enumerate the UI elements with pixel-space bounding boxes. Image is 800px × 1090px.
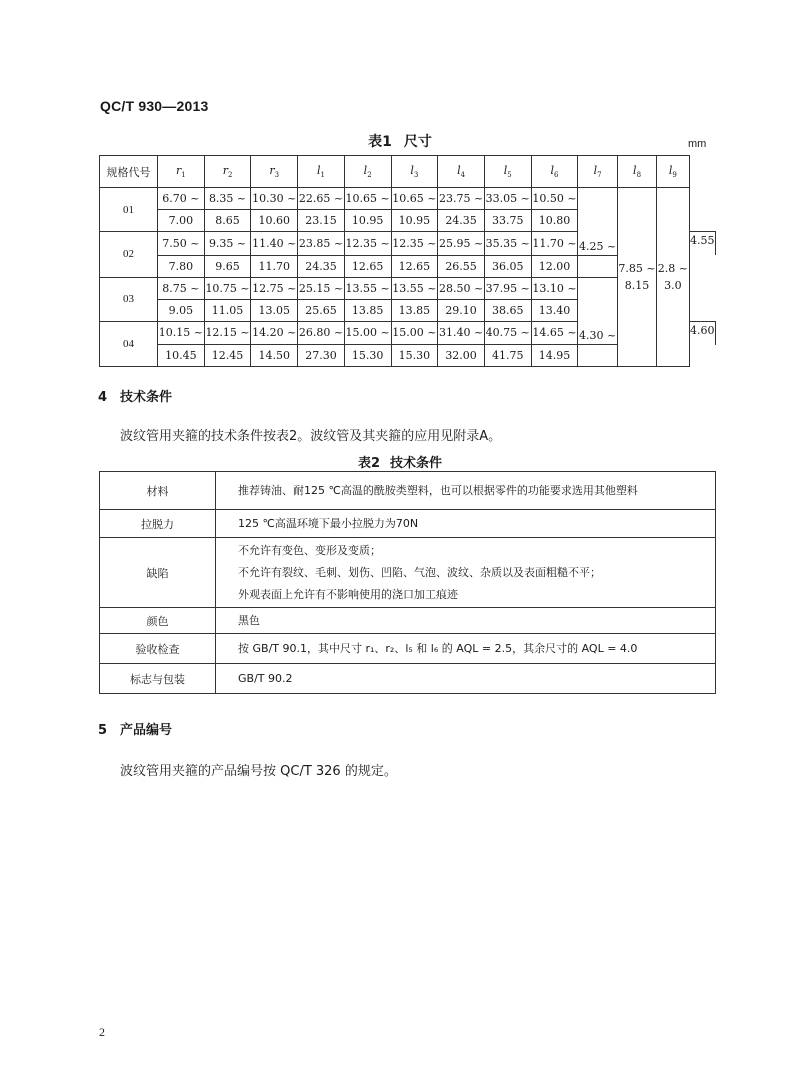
table2-label-cell: 颜色 — [100, 608, 216, 634]
l7-blank-cell — [578, 277, 617, 299]
column-symbol: r — [222, 163, 228, 177]
table2-content-line: GB/T 90.2 — [238, 671, 293, 685]
dimension-cell: 24.35 — [298, 255, 345, 277]
dimension-cell: 11.40 ~ — [251, 232, 298, 256]
section4-heading — [98, 386, 172, 405]
column-symbol: r — [175, 163, 182, 177]
dimension-cell: 8.35 ~ — [204, 188, 251, 210]
section5-heading — [98, 719, 172, 738]
dimension-cell: 10.65 ~ — [344, 188, 391, 210]
table1-header-col — [391, 156, 438, 188]
l9-value: 3.0 — [664, 279, 682, 292]
dimension-cell: 11.05 — [204, 299, 251, 321]
dimension-cell: 12.75 ~ — [251, 277, 298, 299]
section5-number: 5 — [98, 723, 108, 738]
dimension-cell: 32.00 — [438, 345, 485, 367]
dimension-cell: 13.40 — [531, 299, 578, 321]
column-subscript: 1 — [320, 171, 325, 180]
table2-caption-label: 表2 — [357, 456, 381, 471]
dimension-cell: 7.00 — [158, 210, 205, 232]
spec-code-cell: 03 — [100, 277, 158, 321]
dimension-cell: 13.10 ~ — [531, 277, 578, 299]
table2-content-line: 125 ℃高温环境下最小拉脱力为70N — [238, 516, 419, 530]
table1-header-col — [158, 156, 205, 188]
dimension-cell: 6.70 ~ — [158, 188, 205, 210]
column-subscript: 3 — [274, 171, 280, 180]
dimension-cell: 9.65 — [204, 255, 251, 277]
dimension-cell: 10.95 — [344, 210, 391, 232]
dimension-cell: 27.30 — [298, 345, 345, 367]
dimension-cell: 23.85 ~ — [298, 232, 345, 256]
dimension-cell: 13.85 — [344, 299, 391, 321]
table2-row — [100, 664, 716, 694]
l8-cell — [617, 277, 656, 367]
column-subscript: 9 — [672, 171, 677, 180]
dimension-cell: 37.95 ~ — [484, 277, 531, 299]
l7-blank-cell — [578, 255, 617, 277]
dimension-cell: 10.75 ~ — [204, 277, 251, 299]
dimension-cell: 36.05 — [484, 255, 531, 277]
l7-cell: 4.55 — [689, 232, 715, 256]
table1-row — [100, 277, 716, 299]
l8-cell — [617, 188, 656, 278]
dimension-cell: 41.75 — [484, 345, 531, 367]
table2-content-line: 不允许有变色、变形及变质； — [238, 543, 381, 557]
dimension-cell: 10.50 ~ — [531, 188, 578, 210]
dimension-cell: 28.50 ~ — [438, 277, 485, 299]
dimension-cell: 12.15 ~ — [204, 321, 251, 345]
table1-header-col — [484, 156, 531, 188]
dimension-cell: 25.65 — [298, 299, 345, 321]
table2-content-cell — [216, 510, 716, 538]
table2-label-cell: 标志与包装 — [100, 664, 216, 694]
table1-header-col — [657, 156, 689, 188]
dimension-cell: 12.35 ~ — [344, 232, 391, 256]
table2-row — [100, 538, 716, 608]
column-symbol: l — [593, 163, 598, 177]
technical-conditions-table — [99, 471, 716, 694]
dimension-cell: 15.30 — [391, 345, 438, 367]
dimension-cell: 12.65 — [344, 255, 391, 277]
dimension-cell: 12.35 ~ — [391, 232, 438, 256]
dimension-cell: 13.05 — [251, 299, 298, 321]
column-symbol: l — [668, 163, 673, 177]
dimension-cell: 10.30 ~ — [251, 188, 298, 210]
dimension-cell: 25.15 ~ — [298, 277, 345, 299]
dimension-cell: 7.80 — [158, 255, 205, 277]
column-symbol: l — [363, 163, 368, 177]
table2-row — [100, 472, 716, 510]
dimension-cell: 26.55 — [438, 255, 485, 277]
dimension-cell: 15.00 ~ — [391, 321, 438, 345]
dimension-cell: 15.00 ~ — [344, 321, 391, 345]
dimension-cell: 10.80 — [531, 210, 578, 232]
dimension-cell: 14.95 — [531, 345, 578, 367]
column-subscript: 2 — [367, 171, 372, 180]
table2-content-line: 黑色 — [238, 613, 260, 627]
table1-unit: mm — [688, 138, 707, 150]
column-subscript: 1 — [181, 171, 186, 180]
dimension-cell: 14.50 — [251, 345, 298, 367]
table1-caption — [0, 131, 800, 151]
dimension-cell: 13.55 ~ — [344, 277, 391, 299]
dimension-cell: 9.35 ~ — [204, 232, 251, 256]
column-subscript: 4 — [460, 171, 466, 180]
table1-header-col — [438, 156, 485, 188]
table1-header-code: 规格代号 — [100, 156, 158, 188]
table2-content-line: 推荐铸油、耐125 ℃高温的酰胺类塑料，也可以根据零件的功能要求选用其他塑料 — [238, 483, 638, 497]
table2-content-line: 不允许有裂纹、毛刺、划伤、凹陷、气泡、波纹、杂质以及表面粗糙不平； — [238, 565, 601, 579]
table1-caption-text: 尺寸 — [403, 134, 432, 150]
column-subscript: 2 — [227, 171, 233, 180]
dimension-cell: 10.65 ~ — [391, 188, 438, 210]
dimension-cell: 10.60 — [251, 210, 298, 232]
section5-paragraph: 波纹管用夹箍的产品编号按 QC/T 326 的规定。 — [120, 764, 397, 779]
column-symbol: l — [633, 163, 637, 177]
dimension-cell: 10.45 — [158, 345, 205, 367]
column-subscript: 5 — [507, 171, 512, 180]
section5-title: 产品编号 — [120, 723, 173, 738]
dimension-cell: 11.70 ~ — [531, 232, 578, 256]
dimension-cell: 40.75 ~ — [484, 321, 531, 345]
section4-number: 4 — [98, 390, 108, 405]
table2-content-cell — [216, 472, 716, 510]
l9-value: 2.8 ~ — [657, 262, 688, 275]
table2-row — [100, 608, 716, 634]
table2-caption — [0, 452, 800, 471]
dimension-cell: 11.70 — [251, 255, 298, 277]
column-subscript: 8 — [636, 171, 642, 180]
spec-code-cell: 02 — [100, 232, 158, 278]
dimension-cell: 13.85 — [391, 299, 438, 321]
dimension-cell: 38.65 — [484, 299, 531, 321]
section4-paragraph: 波纹管用夹箍的技术条件按表2。波纹管及其夹箍的应用见附录A。 — [120, 429, 502, 444]
table1-header-row — [100, 156, 716, 188]
dimension-cell: 15.30 — [344, 345, 391, 367]
dimension-cell: 35.35 ~ — [484, 232, 531, 256]
dimension-cell: 26.80 ~ — [298, 321, 345, 345]
table1-header-col — [344, 156, 391, 188]
table2-row — [100, 510, 716, 538]
table2-row — [100, 634, 716, 664]
dimension-cell: 12.00 — [531, 255, 578, 277]
dimension-cell: 13.55 ~ — [391, 277, 438, 299]
table1-header-col — [204, 156, 251, 188]
table2-content-cell — [216, 538, 716, 608]
table2-label-cell: 验收检查 — [100, 634, 216, 664]
table2-caption-text: 技术条件 — [390, 456, 443, 471]
dimension-cell: 25.95 ~ — [438, 232, 485, 256]
dimension-cell: 23.15 — [298, 210, 345, 232]
dimension-cell: 7.50 ~ — [158, 232, 205, 256]
dimension-cell: 31.40 ~ — [438, 321, 485, 345]
table2-content-line: 外观表面上允许有不影响使用的浇口加工痕迹 — [238, 587, 458, 601]
table1-caption-label: 表1 — [368, 134, 392, 150]
standard-code: QC/T 930—2013 — [100, 98, 209, 114]
dimension-cell: 33.75 — [484, 210, 531, 232]
table2-content-cell — [216, 634, 716, 664]
column-symbol: l — [457, 163, 461, 177]
dimension-cell: 12.45 — [204, 345, 251, 367]
l7-cell: 4.25 ~ — [578, 210, 617, 256]
dimension-cell: 22.65 ~ — [298, 188, 345, 210]
dimension-cell: 9.05 — [158, 299, 205, 321]
l7-cell: 4.30 ~ — [578, 299, 617, 345]
column-subscript: 3 — [413, 171, 419, 180]
column-subscript: 6 — [554, 171, 559, 180]
table2-label-cell: 拉脱力 — [100, 510, 216, 538]
column-subscript: 7 — [597, 171, 602, 180]
page-number: 2 — [99, 1025, 105, 1039]
table1-header-col — [617, 156, 656, 188]
l7-blank-cell — [578, 188, 617, 210]
dimension-cell: 8.65 — [204, 210, 251, 232]
table2-content-line: 按 GB/T 90.1，其中尺寸 r₁、r₂、l₅ 和 l₆ 的 AQL = 2.5，其余尺寸的 AQL = 4.0 — [238, 641, 638, 655]
dimension-cell: 12.65 — [391, 255, 438, 277]
dimension-cell: 24.35 — [438, 210, 485, 232]
dimension-cell: 14.65 ~ — [531, 321, 578, 345]
table2-label-cell: 缺陷 — [100, 538, 216, 608]
table1-header-col — [298, 156, 345, 188]
column-symbol: l — [550, 163, 554, 177]
spec-code-cell: 01 — [100, 188, 158, 232]
dimension-cell: 33.05 ~ — [484, 188, 531, 210]
l7-blank-cell — [578, 345, 617, 367]
table1-row — [100, 188, 716, 210]
section4-title: 技术条件 — [120, 390, 173, 405]
l8-value: 8.15 — [624, 279, 650, 292]
dimension-cell: 14.20 ~ — [251, 321, 298, 345]
dimensions-table — [99, 155, 716, 367]
l9-cell — [657, 188, 689, 278]
column-symbol: l — [316, 163, 321, 177]
table1-header-col — [531, 156, 578, 188]
dimension-cell: 10.15 ~ — [158, 321, 205, 345]
table2-content-cell — [216, 608, 716, 634]
column-symbol: l — [503, 163, 508, 177]
dimension-cell: 29.10 — [438, 299, 485, 321]
spec-code-cell: 04 — [100, 321, 158, 367]
column-symbol: l — [410, 163, 414, 177]
table2-content-cell — [216, 664, 716, 694]
table2-label-cell: 材料 — [100, 472, 216, 510]
l8-value: 7.85 ~ — [618, 262, 656, 275]
dimension-cell: 8.75 ~ — [158, 277, 205, 299]
table1-header-col — [251, 156, 298, 188]
l9-cell — [657, 277, 689, 367]
table1-header-col — [578, 156, 617, 188]
column-symbol: r — [269, 163, 275, 177]
dimension-cell: 23.75 ~ — [438, 188, 485, 210]
dimension-cell: 10.95 — [391, 210, 438, 232]
l7-cell: 4.60 — [689, 321, 715, 345]
